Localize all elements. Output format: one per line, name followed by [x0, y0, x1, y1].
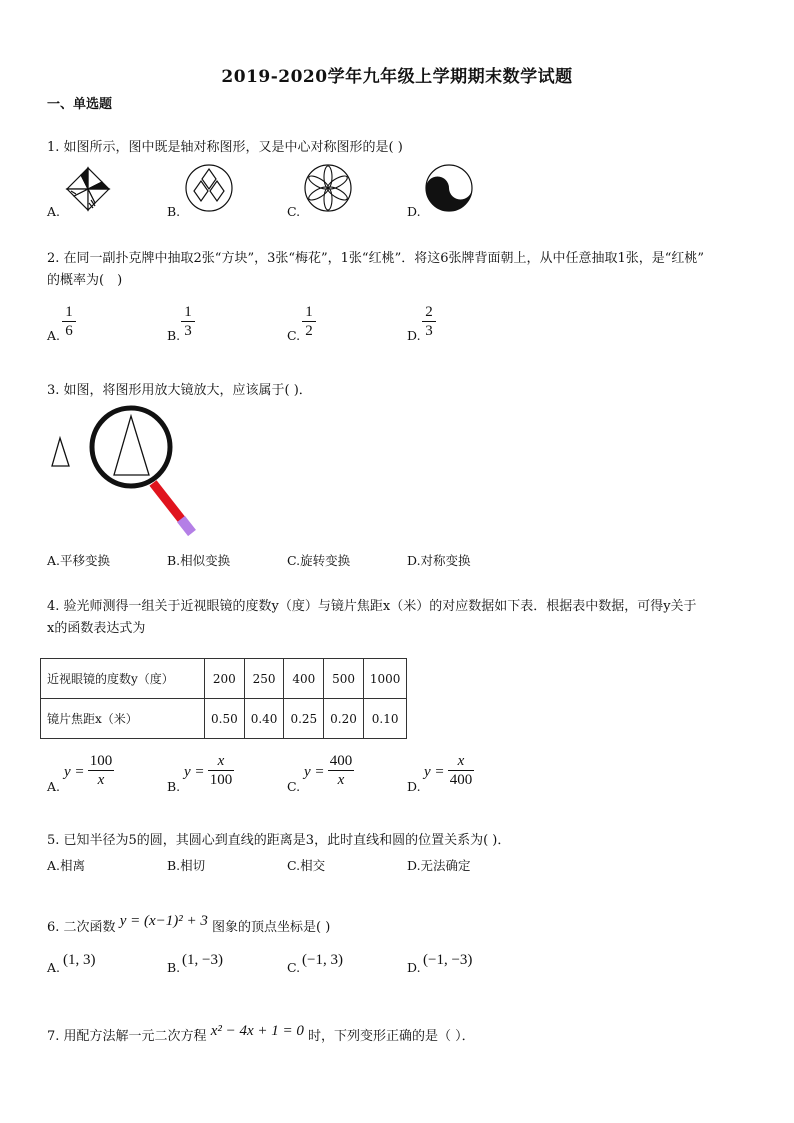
q5-option-d: D.无法确定 — [407, 858, 471, 873]
q4-option-b-fraction — [208, 753, 234, 788]
question-6-prefix: 6. 二次函数 — [47, 920, 116, 935]
q5-option-c: C.相交 — [287, 858, 326, 873]
pinwheel-figure — [62, 164, 114, 214]
fraction-numerator: 1 — [305, 304, 313, 320]
question-3-text: 3. 如图，将图形用放大镜放大，应该属于( )． — [47, 383, 312, 398]
fraction-numerator: x — [457, 753, 465, 769]
q6-option-a-value: (1, 3) — [63, 952, 96, 968]
q3-option-a: A.平移变换 — [47, 553, 111, 568]
question-6-suffix: 图象的顶点坐标是( ) — [212, 920, 331, 935]
q4-option-d-fraction — [448, 753, 474, 788]
q4-option-a-fraction — [88, 753, 114, 788]
q6-option-a-label: A. — [47, 960, 61, 975]
page-title: 2019-2020学年九年级上学期期末数学试题 — [221, 67, 573, 87]
fraction-numerator: 1 — [184, 304, 192, 320]
q2-option-a-label: A. — [47, 328, 61, 343]
table-cell: 0.25 — [284, 699, 324, 739]
q3-option-b: B.相似变换 — [167, 553, 231, 568]
q2-option-d-fraction — [422, 304, 436, 339]
question-2-line1: 2. 在同一副扑克牌中抽取2张“方块”，3张“梅花”，1张“红桃”．将这6张牌背面朝上，从中任意抽取1张，是“红桃” — [47, 251, 705, 266]
fraction-numerator: x — [217, 753, 225, 769]
section-heading: 一、单选题 — [47, 97, 113, 112]
magnifier-figure — [45, 405, 205, 545]
question-7-formula: x² − 4x + 1 = 0 — [210, 1023, 304, 1039]
q4-option-c-lhs: y = — [304, 764, 325, 780]
q2-option-a-fraction — [62, 304, 76, 339]
table-cell: 0.20 — [324, 699, 364, 739]
q6-option-b-label: B. — [167, 960, 181, 975]
q1-option-a-label: A. — [47, 204, 61, 219]
table-cell: 1000 — [363, 659, 407, 699]
flower-circle-figure — [303, 163, 353, 213]
fraction-numerator: 100 — [89, 753, 113, 769]
question-7-suffix: 时，下列变形正确的是（ ）． — [308, 1029, 475, 1044]
fraction-denominator: 400 — [449, 772, 473, 788]
q4-option-d-lhs: y = — [424, 764, 445, 780]
q2-option-d-label: D. — [407, 328, 421, 343]
q1-option-b-label: B. — [167, 204, 181, 219]
fraction-numerator: 2 — [425, 304, 433, 320]
table-row — [41, 659, 407, 699]
q6-option-c-value: (−1, 3) — [302, 952, 343, 968]
table-row-header: 镜片焦距x（米） — [41, 699, 205, 739]
question-1-text: 1. 如图所示，图中既是轴对称图形，又是中心对称图形的是( ) — [47, 140, 403, 155]
yin-yang-figure — [424, 163, 474, 213]
q5-option-b: B.相切 — [167, 858, 206, 873]
q4-option-a-lhs: y = — [64, 764, 85, 780]
question-4-line2: x的函数表达式为 — [47, 621, 146, 636]
q3-option-d: D.对称变换 — [407, 553, 471, 568]
fraction-denominator: 6 — [65, 323, 73, 339]
q4-option-b-lhs: y = — [184, 764, 205, 780]
table-row-header: 近视眼镜的度数y（度） — [41, 659, 205, 699]
q2-option-c-label: C. — [287, 328, 301, 343]
q4-option-b-label: B. — [167, 779, 181, 794]
q6-option-d-value: (−1, −3) — [423, 952, 473, 968]
question-7-text — [47, 1025, 747, 1048]
table-cell: 500 — [324, 659, 364, 699]
q2-option-b-fraction — [181, 304, 195, 339]
fraction-denominator: 100 — [209, 772, 233, 788]
q2-option-b-label: B. — [167, 328, 181, 343]
fraction-numerator: 1 — [65, 304, 73, 320]
q6-option-c-label: C. — [287, 960, 301, 975]
question-5-text: 5. 已知半径为5的圆，其圆心到直线的距离是3，此时直线和圆的位置关系为( )． — [47, 833, 511, 848]
table-cell: 0.50 — [205, 699, 245, 739]
question-7-prefix: 7. 用配方法解一元二次方程 — [47, 1029, 207, 1044]
table-row — [41, 699, 407, 739]
q4-option-c-label: C. — [287, 779, 301, 794]
table-cell: 400 — [284, 659, 324, 699]
diamond-circle-figure — [184, 163, 234, 213]
question-6-text — [47, 913, 747, 939]
fraction-denominator: x — [97, 772, 105, 788]
fraction-denominator: 3 — [184, 323, 192, 339]
table-cell: 200 — [205, 659, 245, 699]
question-6-formula: y = (x−1)² + 3 — [119, 913, 208, 929]
question-4-line1: 4. 验光师测得一组关于近视眼镜的度数y（度）与镜片焦距x（米）的对应数据如下表．根据表中数据，可得y关于 — [47, 599, 697, 614]
q4-option-d-label: D. — [407, 779, 421, 794]
table-cell: 0.10 — [363, 699, 407, 739]
q2-option-c-fraction — [302, 304, 316, 339]
fraction-numerator: 400 — [329, 753, 353, 769]
fraction-denominator: 2 — [305, 323, 313, 339]
q3-option-c: C.旋转变换 — [287, 553, 351, 568]
table-cell: 0.40 — [244, 699, 284, 739]
q4-option-c-fraction — [328, 753, 354, 788]
q6-option-d-label: D. — [407, 960, 421, 975]
table-cell: 250 — [244, 659, 284, 699]
q4-option-a-label: A. — [47, 779, 61, 794]
q1-option-c-label: C. — [287, 204, 301, 219]
q1-option-d-label: D. — [407, 204, 421, 219]
fraction-denominator: 3 — [425, 323, 433, 339]
q6-option-b-value: (1, −3) — [182, 952, 223, 968]
fraction-denominator: x — [337, 772, 345, 788]
data-table — [40, 658, 407, 739]
q5-option-a: A.相离 — [47, 858, 86, 873]
question-2-line2: 的概率为( ) — [47, 273, 123, 288]
